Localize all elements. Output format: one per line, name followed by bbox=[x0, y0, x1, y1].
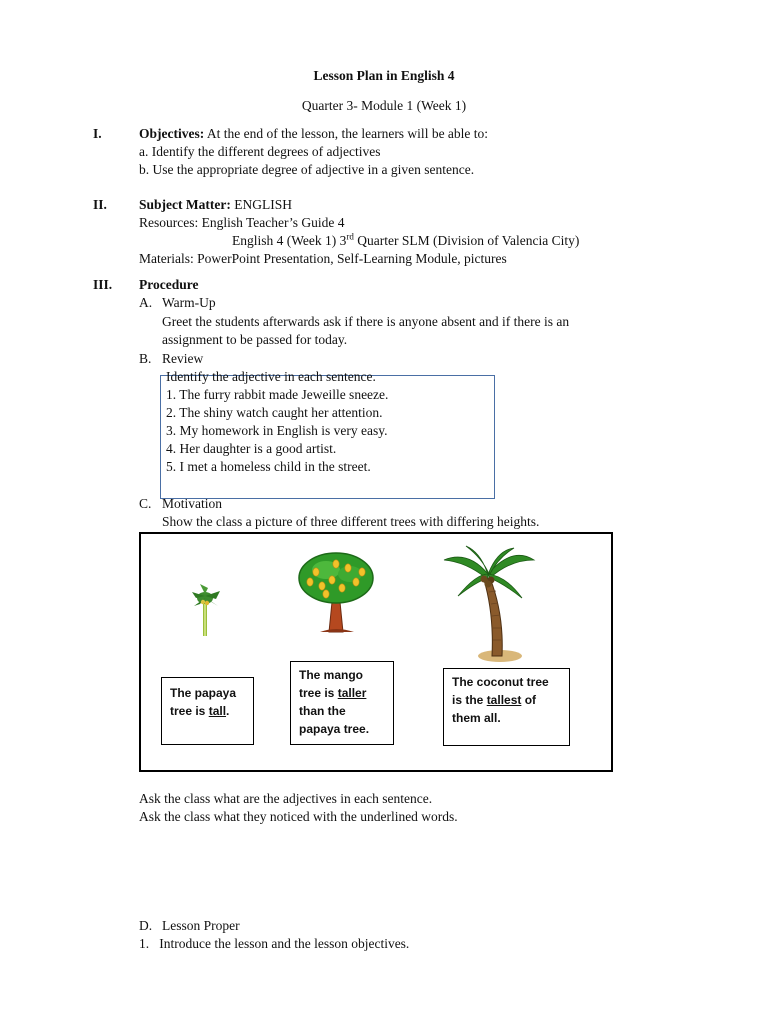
review-title: Review bbox=[162, 351, 204, 366]
objective-item: b. Use the appropriate degree of adjective in a given sentence. bbox=[139, 162, 475, 177]
review-label: B. bbox=[139, 351, 152, 366]
papaya-caption: The papaya tree is tall. bbox=[161, 677, 254, 745]
lesson-label: D. bbox=[139, 918, 153, 933]
lesson-title: Lesson Proper bbox=[162, 918, 240, 933]
subject-value: ENGLISH bbox=[234, 197, 292, 212]
objective-item: a. Identify the different degrees of adjectives bbox=[139, 144, 381, 159]
objectives-numeral: I. bbox=[93, 126, 102, 141]
mango-tree-image bbox=[296, 552, 376, 634]
warmup-text: Greet the students afterwards ask if there is anyone absent and if there is an bbox=[162, 314, 570, 329]
review-item: 4. Her daughter is a good artist. bbox=[166, 441, 337, 456]
review-item: 2. The shiny watch caught her attention. bbox=[166, 405, 383, 420]
lesson-item: 1. Introduce the lesson and the lesson objectives. bbox=[139, 936, 410, 951]
ask-line: Ask the class what are the adjectives in each sentence. bbox=[139, 791, 433, 806]
subject-numeral: II. bbox=[93, 197, 107, 212]
review-instruction: Identify the adjective in each sentence. bbox=[166, 369, 376, 384]
review-item: 5. I met a homeless child in the street. bbox=[166, 459, 371, 474]
warmup-text: assignment to be passed for today. bbox=[162, 332, 348, 347]
objectives-intro: At the end of the lesson, the learners will be able to: bbox=[206, 126, 489, 141]
resources-line: Resources: English Teacher’s Guide 4 bbox=[139, 215, 345, 230]
subject-heading: Subject Matter: ENGLISH bbox=[139, 197, 292, 212]
warmup-title: Warm-Up bbox=[162, 295, 216, 310]
mango-caption: The mango tree is taller than the papaya tree. bbox=[290, 661, 394, 745]
procedure-numeral: III. bbox=[93, 277, 113, 292]
page-subtitle: Quarter 3- Module 1 (Week 1) bbox=[301, 98, 467, 113]
resources-line-2: English 4 (Week 1) 3rd Quarter SLM (Division of Valencia City) bbox=[232, 231, 580, 248]
review-item: 3. My homework in English is very easy. bbox=[166, 423, 388, 438]
objectives-heading: Objectives: At the end of the lesson, the learners will be able to: bbox=[139, 126, 489, 141]
review-item: 1. The furry rabbit made Jeweille sneeze. bbox=[166, 387, 389, 402]
ask-line: Ask the class what they noticed with the underlined words. bbox=[139, 809, 458, 824]
coconut-tree-image bbox=[440, 544, 536, 664]
procedure-heading: Procedure bbox=[139, 277, 199, 292]
motivation-label: C. bbox=[139, 496, 152, 511]
materials-line: Materials: PowerPoint Presentation, Self-Learning Module, pictures bbox=[139, 251, 507, 266]
page-title: Lesson Plan in English 4 bbox=[313, 68, 455, 83]
warmup-label: A. bbox=[139, 295, 153, 310]
coconut-caption: The coconut tree is the tallest of them all. bbox=[443, 668, 570, 746]
motivation-text: Show the class a picture of three different trees with differing heights. bbox=[162, 514, 540, 529]
motivation-title: Motivation bbox=[162, 496, 222, 511]
papaya-tree-image bbox=[186, 582, 226, 637]
